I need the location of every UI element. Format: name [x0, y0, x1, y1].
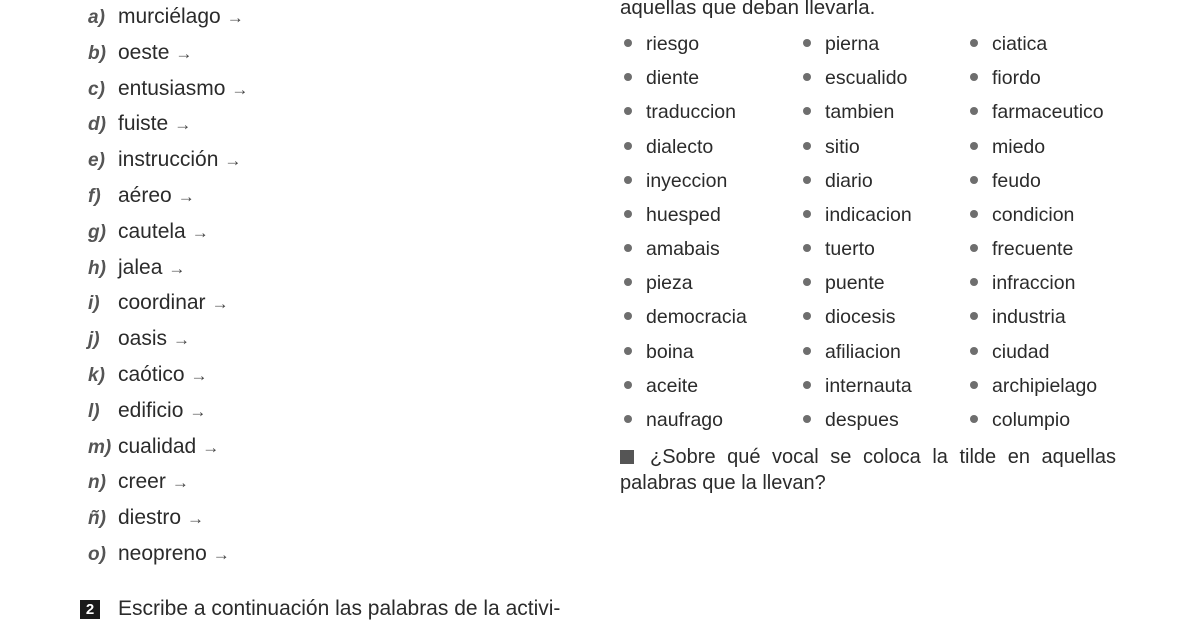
bullet-icon — [803, 210, 811, 218]
grid-word: dialecto — [646, 135, 714, 158]
arrow-right-icon: → — [231, 79, 249, 99]
bullet-icon — [803, 142, 811, 150]
exercise-item — [88, 5, 244, 29]
grid-word: sitio — [825, 135, 860, 158]
item-letter: d) — [88, 114, 106, 136]
bullet-icon — [624, 244, 632, 252]
bullet-icon — [970, 176, 978, 184]
bullet-icon — [970, 415, 978, 423]
exercise-item — [88, 112, 191, 136]
item-letter: c) — [88, 78, 105, 100]
grid-word: naufrago — [646, 408, 723, 431]
bullet-icon — [970, 107, 978, 115]
bullet-icon — [624, 142, 632, 150]
exercise-item — [88, 327, 190, 351]
grid-word: pierna — [825, 33, 880, 55]
bullet-word — [992, 408, 1070, 432]
bullet-icon — [624, 381, 632, 389]
bullet-word — [646, 100, 736, 124]
grid-word: ciatica — [992, 33, 1048, 55]
bullet-word — [992, 203, 1074, 227]
bullet-word — [646, 237, 720, 261]
bullet-word — [646, 203, 721, 227]
item-word: edificio — [118, 398, 184, 422]
bullet-icon — [803, 381, 811, 389]
arrow-right-icon: → — [187, 509, 205, 529]
grid-word: democracia — [646, 306, 747, 329]
item-letter: j) — [88, 329, 100, 351]
item-letter: e) — [88, 150, 105, 172]
bullet-icon — [803, 244, 811, 252]
grid-word: infraccion — [992, 272, 1076, 295]
bullet-icon — [803, 312, 811, 320]
grid-word: amabais — [646, 238, 720, 261]
item-word: entusiasmo — [118, 76, 226, 100]
item-letter: ñ) — [88, 508, 106, 530]
arrow-right-icon: → — [168, 258, 186, 278]
bullet-icon — [970, 278, 978, 286]
grid-word: inyeccion — [646, 169, 728, 192]
item-letter: l) — [88, 400, 100, 422]
bullet-word — [646, 135, 713, 159]
bullet-word — [992, 169, 1041, 193]
bullet-icon — [624, 39, 632, 47]
bullet-word — [825, 66, 907, 90]
bullet-icon — [624, 278, 632, 286]
grid-word: miedo — [992, 135, 1046, 158]
bullet-word — [825, 374, 912, 398]
grid-word: huesped — [646, 203, 721, 226]
item-letter: f) — [88, 186, 101, 207]
bullet-word — [992, 305, 1066, 329]
item-letter: g) — [88, 221, 106, 243]
arrow-right-icon: → — [212, 545, 230, 564]
grid-word: farmaceutico — [992, 101, 1104, 124]
arrow-right-icon: → — [171, 473, 189, 493]
item-word: murciélago — [118, 5, 221, 28]
grid-word: afiliacion — [825, 340, 901, 363]
bullet-icon — [803, 176, 811, 184]
bullet-word — [992, 100, 1104, 124]
grid-word: traduccion — [646, 101, 736, 124]
item-letter: b) — [88, 42, 106, 64]
bullet-word — [992, 271, 1075, 295]
bullet-word — [646, 271, 693, 295]
grid-word: columpio — [992, 408, 1071, 431]
bullet-icon — [624, 176, 632, 184]
question-line-2: palabras que la llevan? — [620, 472, 826, 494]
question-line-1 — [620, 445, 1116, 469]
grid-word: fiordo — [992, 67, 1041, 90]
arrow-right-icon: → — [177, 187, 195, 206]
bullet-icon — [803, 73, 811, 81]
bullet-icon — [970, 244, 978, 252]
bullet-icon — [803, 107, 811, 115]
bullet-icon — [970, 381, 978, 389]
item-word: oeste — [118, 40, 170, 64]
bullet-icon — [970, 210, 978, 218]
grid-word: internauta — [825, 374, 912, 397]
item-word: creer — [118, 470, 166, 494]
bullet-word — [825, 203, 912, 227]
grid-word: condicion — [992, 203, 1075, 226]
item-letter: n) — [88, 472, 106, 494]
grid-word: tuerto — [825, 238, 875, 261]
item-letter: m) — [88, 436, 112, 458]
item-word: caótico — [118, 363, 185, 386]
bullet-word — [825, 408, 899, 432]
item-word: oasis — [118, 327, 168, 351]
question-text: ¿Sobre qué vocal se coloca la tilde en aquellas — [650, 446, 1116, 468]
exercise-item — [88, 256, 185, 280]
exercise-item — [88, 148, 241, 172]
bullet-word — [646, 169, 727, 193]
item-word: neopreno — [118, 542, 207, 565]
exercise-item — [88, 184, 195, 208]
bullet-word — [992, 340, 1049, 364]
arrow-right-icon: → — [202, 437, 220, 457]
grid-word: boina — [646, 340, 694, 363]
bullet-word — [992, 135, 1045, 159]
item-word: aéreo — [118, 184, 172, 207]
bullet-word — [825, 135, 860, 159]
bullet-word — [825, 305, 895, 329]
grid-word: ciudad — [992, 340, 1050, 363]
bullet-icon — [624, 312, 632, 320]
bullet-word — [992, 374, 1097, 398]
grid-word: industria — [992, 306, 1066, 329]
exercise-number-badge: 2 — [80, 600, 100, 619]
grid-word: diocesis — [825, 306, 896, 329]
bullet-icon — [624, 107, 632, 115]
bullet-icon — [803, 347, 811, 355]
bullet-word — [646, 408, 723, 432]
bullet-word — [825, 340, 901, 364]
arrow-right-icon: → — [190, 366, 208, 385]
bullet-icon — [970, 347, 978, 355]
item-letter: k) — [88, 365, 105, 386]
grid-word: puente — [825, 272, 885, 295]
exercise-intro-line: aquellas que deban llevarla. — [620, 0, 876, 19]
bullet-icon — [970, 39, 978, 47]
bullet-icon — [624, 210, 632, 218]
exercise-item — [88, 220, 209, 244]
bullet-word — [825, 271, 885, 295]
bullet-icon — [624, 347, 632, 355]
item-word: fuiste — [118, 112, 169, 136]
bullet-icon — [624, 73, 632, 81]
item-letter: h) — [88, 257, 106, 279]
exercise-item — [88, 399, 206, 423]
grid-word: indicacion — [825, 203, 912, 226]
grid-word: tambien — [825, 101, 895, 124]
square-icon — [620, 450, 634, 464]
grid-word: diario — [825, 169, 873, 192]
item-word: cautela — [118, 219, 186, 243]
bullet-icon — [803, 278, 811, 286]
bullet-word — [825, 32, 879, 56]
item-letter: o) — [88, 544, 106, 565]
bullet-word — [992, 32, 1047, 56]
grid-word: pieza — [646, 272, 693, 295]
grid-word: diente — [646, 67, 700, 90]
bullet-word — [646, 374, 698, 398]
bullet-icon — [624, 415, 632, 423]
grid-word: feudo — [992, 169, 1041, 192]
item-word: jalea — [118, 255, 163, 279]
grid-word: archipielago — [992, 374, 1098, 397]
exercise-item — [88, 41, 192, 65]
bullet-word — [646, 66, 699, 90]
bullet-word — [825, 237, 875, 261]
arrow-right-icon: → — [189, 401, 207, 421]
item-word: coordinar — [118, 291, 206, 315]
grid-word: riesgo — [646, 33, 700, 55]
bullet-word — [646, 32, 699, 56]
item-word: diestro — [118, 506, 182, 530]
bullet-word — [646, 305, 747, 329]
grid-word: despues — [825, 408, 899, 431]
grid-word: aceite — [646, 374, 699, 397]
grid-word: frecuente — [992, 238, 1074, 261]
bullet-word — [992, 66, 1041, 90]
exercise-item — [88, 291, 229, 315]
bullet-word — [825, 169, 873, 193]
arrow-right-icon: → — [211, 294, 229, 314]
bullet-word — [992, 237, 1073, 261]
arrow-right-icon: → — [224, 151, 242, 171]
bullet-icon — [803, 39, 811, 47]
exercise-2-instruction: Escribe a continuación las palabras de la activi- — [118, 597, 561, 620]
exercise-item — [88, 435, 219, 459]
bullet-icon — [970, 312, 978, 320]
exercise-item — [88, 470, 189, 494]
bullet-icon — [970, 73, 978, 81]
bullet-word — [646, 340, 694, 364]
exercise-item — [88, 542, 230, 566]
exercise-item — [88, 77, 248, 101]
item-letter: i) — [88, 293, 100, 315]
item-word: cualidad — [118, 434, 197, 458]
item-word: instrucción — [118, 148, 219, 172]
grid-word: escualido — [825, 67, 908, 90]
item-letter: a) — [88, 7, 105, 28]
arrow-right-icon: → — [191, 222, 209, 242]
exercise-item — [88, 506, 204, 530]
arrow-right-icon: → — [174, 115, 192, 135]
exercise-item — [88, 363, 208, 387]
arrow-right-icon: → — [173, 330, 191, 350]
arrow-right-icon: → — [175, 43, 193, 63]
bullet-word — [825, 100, 894, 124]
bullet-icon — [970, 142, 978, 150]
arrow-right-icon: → — [226, 8, 244, 27]
bullet-icon — [803, 415, 811, 423]
